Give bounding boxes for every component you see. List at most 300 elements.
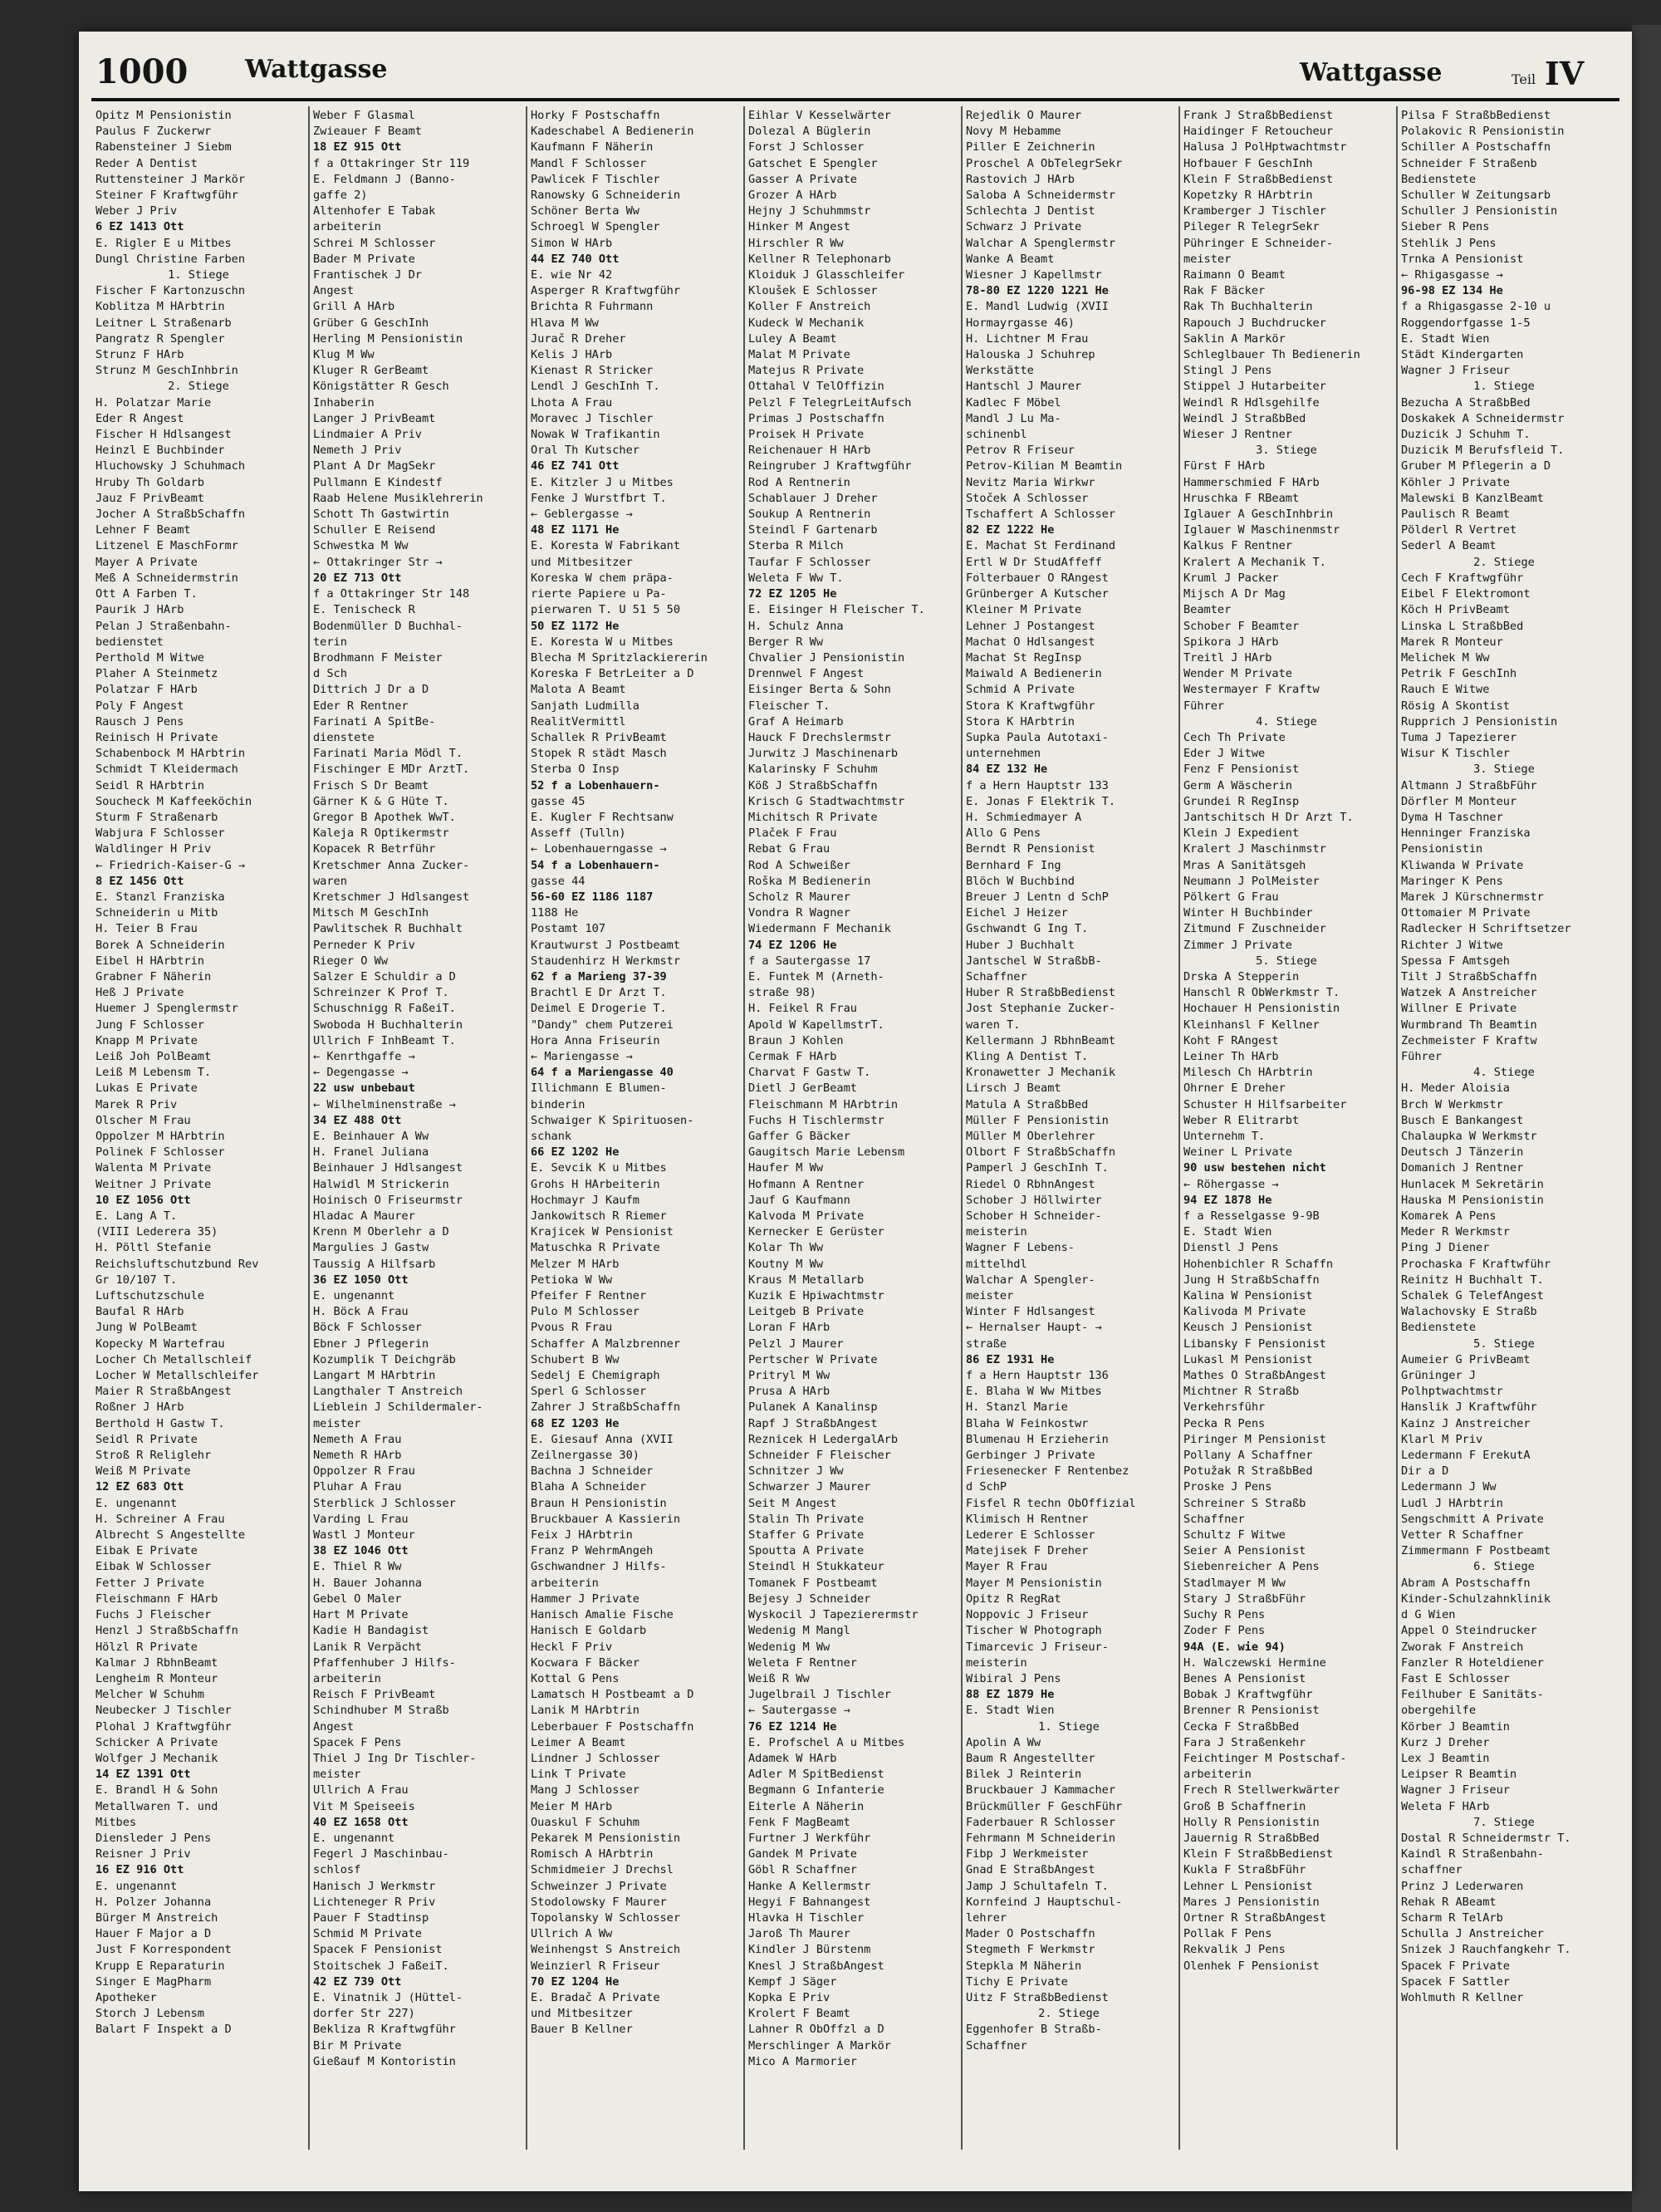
directory-entry: Schwaiger K Spirituosen- [531,1113,694,1127]
directory-entry: Kretschmer Anna Zucker- [313,858,470,872]
directory-entry: Dolezal A Büglerin [748,125,871,139]
directory-entry: Bedienstete [1401,1321,1477,1335]
directory-entry: Sterblick J Schlosser [313,1496,456,1510]
directory-entry: H. Böck A Frau [313,1305,409,1319]
directory-entry: Rejedlik O Maurer [966,109,1082,122]
directory-entry: Stippel J Hutarbeiter [1183,380,1326,394]
directory-entry: Ullrich F InhBeamt T. [313,1033,456,1047]
directory-entry: Reznicek H LedergalArb [748,1432,899,1446]
directory-entry: Halusa J PolHptwachtmstr [1183,140,1347,154]
directory-entry: Swoboda H Buchhalterin [313,1018,463,1032]
directory-entry: Schweinzer J Private [531,1879,667,1893]
directory-entry: Nemeth R HArb [313,1449,402,1463]
directory-entry: Berthold H Gastw T. [96,1416,225,1430]
directory-entry: Weber J Priv [96,204,178,218]
directory-entry: Hammerschmied F HArb [1183,475,1320,489]
directory-entry: rierte Papiere u Pa- [531,587,667,601]
directory-entry: Dienstl J Pens [1183,1241,1279,1255]
directory-entry: Wurmbrand Th Beamtin [1401,1018,1537,1032]
directory-entry: Gießauf M Kontoristin [313,2054,456,2068]
directory-entry: Gnad E StraßbAngest [966,1863,1095,1877]
directory-entry: Tuma J Tapezierer [1401,730,1517,744]
directory-entry: Rausch J Pens [96,714,184,728]
directory-entry: Grünberger A Kutscher [966,587,1109,601]
directory-entry: Kronawetter J Mechanik [966,1066,1116,1080]
directory-entry: H. Teier B Frau [96,922,198,936]
directory-entry: Fleischmann F HArb [96,1592,218,1606]
directory-entry: E. Vinatnik J (Hüttel- [313,1990,463,2004]
directory-entry: Balart F Inspekt a D [96,2023,232,2037]
directory-entry: Zworak F Anstreich [1401,1640,1524,1654]
directory-entry: Ottomaier M Private [1401,906,1531,920]
directory-entry: Klein J Expedient [1183,826,1300,841]
directory-entry: schinenbl [966,428,1027,442]
directory-entry: Tischer W Photograph [966,1624,1102,1638]
directory-entry: Mras A Sanitätsgeh [1183,858,1306,872]
directory-entry: Weitner J Private [96,1177,212,1191]
directory-entry: H. Walczewski Hermine [1183,1655,1326,1670]
directory-entry: Pilsa F StraßbBedienst [1401,109,1551,122]
directory-entry: Kalarinsky F Schuhm [748,763,878,777]
directory-entry: Bir M Private [313,2038,402,2053]
directory-entry: Bürger M Anstreich [96,1910,218,1925]
directory-entry: Grohs H HArbeiterin [531,1177,660,1191]
directory-entry: Bejesy J Schneider [748,1592,871,1606]
directory-entry: Dungl Christine Farben [96,252,246,266]
directory-entry: schlosf [313,1863,361,1877]
header-rule [91,98,1619,101]
directory-entry: Link T Private [531,1768,626,1782]
directory-entry: Treitl J HArb [1183,650,1272,665]
directory-entry: H. Feikel R Frau [748,1002,857,1016]
directory-entry: E. Stadt Wien [1401,331,1490,346]
directory-entry: Fuchs J Fleischer [96,1608,212,1622]
directory-entry: 94A (E. wie 94) [1183,1640,1286,1654]
directory-entry: Hunlacek M Sekretärin [1401,1177,1544,1191]
directory-entry: Duzicik J Schuhm T. [1401,428,1531,442]
directory-entry: E. Feldmann J (Banno- [313,172,456,186]
directory-entry: 44 EZ 740 Ott [531,252,620,266]
directory-entry: Haufer M Ww [748,1161,824,1175]
directory-entry: meister [313,1768,361,1782]
directory-entry: Sterba R Milch [748,539,844,553]
directory-entry: Beamter [1183,603,1232,617]
directory-entry: 40 EZ 1658 Ott [313,1815,409,1829]
directory-entry: 2. Stiege [168,380,229,394]
directory-entry: Weber R Elitrarbt [1183,1113,1300,1127]
directory-entry: Pfeifer F Rentner [531,1289,647,1303]
directory-entry: E. Beinhauer A Ww [313,1130,429,1143]
directory-entry: Proske J Pens [1183,1480,1272,1494]
directory-entry: 66 EZ 1202 He [531,1145,620,1160]
directory-entry: 88 EZ 1879 He [966,1688,1055,1702]
directory-entry: lehrer [966,1910,1007,1925]
directory-entry: Malat M Private [748,348,850,362]
directory-entry: Benes A Pensionist [1183,1671,1306,1685]
directory-entry: meister [966,1289,1014,1303]
directory-entry: Luftschutzschule [96,1289,204,1303]
directory-entry: Fuchs H Tischlermstr [748,1113,884,1127]
directory-entry: Ott A Farben T. [96,587,198,601]
directory-entry: Busch E Bankangest [1401,1113,1524,1127]
directory-entry: (VIII Lederera 35) [96,1225,218,1239]
directory-entry: Gregor B Apothek WwT. [313,810,456,824]
directory-entry: Kaleja R Optikermstr [313,826,449,841]
directory-entry: Just F Korrespondent [96,1943,232,1957]
directory-entry: Plohal J Kraftwgführ [96,1719,232,1734]
directory-entry: f a Ottakringer Str 148 [313,587,470,601]
directory-entry: Kaindl R Straßenbahn- [1401,1847,1544,1861]
directory-entry: Grabner F Näherin [96,969,212,983]
directory-entry: Tschaffert A Schlosser [966,508,1116,522]
directory-entry: Schwarzer J Maurer [748,1480,871,1494]
directory-entry: Weiß M Private [96,1464,191,1479]
directory-entry: Pauer F Stadtinsp [313,1910,429,1925]
directory-entry: Fischinger E MDr ArztT. [313,763,470,777]
running-head-right: Wattgasse [1300,58,1443,87]
directory-entry: Lengheim R Monteur [96,1671,218,1685]
directory-entry: Strunz M GeschInhbrin [96,364,238,378]
directory-entry: E. Rigler E u Mitbes [96,236,232,250]
directory-entry: Malewski B KanzlBeamt [1401,491,1544,505]
directory-entry: Hauck F Drechslermstr [748,730,891,744]
directory-entry: Braun J Kohlen [748,1033,844,1047]
directory-entry: Fenz F Pensionist [1183,763,1300,777]
directory-entry: Fetter J Private [96,1576,204,1590]
directory-entry: Pritryl M Ww [748,1369,830,1383]
directory-entry: Kloiduk J Glasschleifer [748,268,905,282]
directory-entry: 14 EZ 1391 Ott [96,1768,191,1782]
directory-entry: Hinker M Angest [748,220,850,234]
directory-entry: Saloba A Schneidermstr [966,189,1116,203]
directory-entry: Doskakek A Schneidermstr [1401,411,1565,425]
directory-entry: H. Schulz Anna [748,619,844,633]
directory-entry: obergehilfe [1401,1704,1477,1718]
directory-entry: Stegmeth F Werkmstr [966,1943,1095,1957]
directory-entry: Pölderl R Vertret [1401,523,1517,537]
directory-entry: Holly R Pensionistin [1183,1815,1320,1829]
directory-entry: Bekliza R Kraftwgführ [313,2023,456,2037]
directory-entry: Reinitz H Buchhalt T. [1401,1273,1544,1287]
directory-entry: Angest [313,1719,355,1734]
directory-entry: Kleiner M Private [966,603,1082,617]
directory-entry: Tomanek F Postbeamt [748,1576,878,1590]
directory-entry: Kernecker E Gerüster [748,1225,884,1239]
directory-entry: Spacek F Sattler [1401,1974,1510,1989]
directory-entry: 68 EZ 1203 He [531,1416,620,1430]
directory-entry: Polinek F Schlosser [96,1145,225,1160]
directory-entry: Kellner R Telephonarb [748,252,891,266]
directory-entry: Jugelbrail J Tischler [748,1688,891,1702]
directory-entry: Wabjura F Schlosser [96,826,225,841]
directory-entry: Weindl R Hdlsgehilfe [1183,395,1320,410]
directory-entry: Soucheck M Kaffeeköchin [96,794,252,808]
directory-entry: Apolin A Ww [966,1735,1041,1749]
directory-entry: H. Lichtner M Frau [966,331,1089,346]
directory-entry: E. Funtek M (Arneth- [748,969,884,983]
directory-entry: Mayer A Private [96,555,198,569]
directory-entry: E. Profschel A u Mitbes [748,1735,905,1749]
directory-entry: Lieblein J Schildermaler- [313,1400,483,1415]
directory-entry: Schnitzer J Ww [748,1464,844,1479]
directory-entry: Schallek R PrivBeamt [531,730,667,744]
directory-entry: Wiesner J Kapellmstr [966,268,1102,282]
directory-entry: Staudenhirz H Werkmstr [531,954,681,968]
directory-entry: Pelan J Straßenbahn- [96,619,232,633]
directory-entry: E. Koresta W u Mitbes [531,635,674,649]
directory-entry: 2. Stiege [1473,555,1535,569]
directory-entry: Schneider F Fleischer [748,1449,891,1463]
directory-entry: Jankowitsch R Riemer [531,1209,667,1224]
directory-entry: Hegyi F Bahnangest [748,1895,871,1909]
directory-entry: Walchar A Spengler- [966,1273,1095,1287]
directory-entry: Pensionistin [1401,842,1483,856]
directory-entry: Piller E Zeichnerin [966,140,1095,154]
directory-entry: Jung H StraßbSchaffn [1183,1273,1320,1287]
directory-entry: ← Mariengasse → [531,1049,633,1063]
directory-entry: Frank J StraßbBedienst [1183,109,1334,122]
directory-entry: Langer J PrivBeamt [313,411,436,425]
directory-entry: Blaha W Feinkostwr [966,1416,1089,1430]
directory-entry: Frech R Stellwerkwärter [1183,1783,1340,1798]
directory-entry: Knapp M Private [96,1033,198,1047]
directory-entry: E. Kitzler J u Mitbes [531,475,674,489]
directory-entry: Winter H Buchbinder [1183,906,1313,920]
directory-entry: Proschel A ObTelegrSekr [966,156,1123,170]
directory-entry: Lirsch J Beamt [966,1081,1061,1096]
directory-entry: E. Eisinger H Fleischer T. [748,603,925,617]
directory-entry: waren [313,874,347,888]
directory-entry: Hluchowsky J Schuhmach [96,459,246,473]
directory-entry: Eder R Rentner [313,699,409,713]
directory-entry: Schober H Schneider- [966,1209,1102,1224]
directory-entry: Pelzl F TelegrLeitAufsch [748,395,912,410]
directory-entry: arbeiterin [313,1671,381,1685]
directory-entry: Schmid M Private [313,1927,422,1941]
directory-entry: Sederl A Beamt [1401,539,1497,553]
directory-entry: Folterbauer O RAngest [966,571,1109,585]
directory-entry: Willner E Private [1401,1002,1517,1016]
directory-entry: Reingruber J Kraftwgführ [748,459,912,473]
directory-entry: Gruber M Pflegerin a D [1401,459,1551,473]
directory-entry: Mayer R Frau [966,1560,1048,1574]
directory-entry: Eggenhofer B Straßb- [966,2023,1102,2037]
directory-entry: Maier R StraßbAngest [96,1385,232,1399]
directory-entry: ← Geblergasse → [531,508,633,522]
directory-entry: E. Giesauf Anna (XVII [531,1432,674,1446]
directory-entry: Wagner J Friseur [1401,1783,1510,1798]
directory-entry: Weleta F Rentner [748,1655,857,1670]
directory-entry: Krajicek W Pensionist [531,1225,674,1239]
directory-entry: H. Pöltl Stefanie [96,1241,212,1255]
directory-entry: 70 EZ 1204 He [531,1974,620,1989]
directory-entry: 86 EZ 1931 He [966,1352,1055,1366]
directory-entry: Riedel O RbhnAngest [966,1177,1095,1191]
directory-entry: Reinisch H Private [96,730,218,744]
directory-entry: Fast E Schlosser [1401,1671,1510,1685]
directory-entry: Weleta F Ww T. [748,571,844,585]
directory-entry: straße [966,1337,1007,1351]
directory-entry: Rastovich J HArb [966,172,1075,186]
directory-entry: Gasser A Private [748,172,857,186]
column-divider [1396,106,1398,2150]
directory-entry: Lamatsch H Postbeamt a D [531,1688,694,1702]
directory-entry: Kopka E Priv [748,1990,830,2004]
directory-entry: E. Machat St Ferdinand [966,539,1116,553]
directory-entry: Thiel J Ing Dr Tischler- [313,1751,477,1765]
directory-entry: Stary J StraßbFühr [1183,1592,1306,1606]
directory-entry: bedienstet [96,635,164,649]
directory-entry: Bernhard F Ing [966,858,1061,872]
directory-entry: Westermayer F Kraftw [1183,683,1320,697]
directory-entry: Pangratz R Spengler [96,331,225,346]
directory-entry: Ledermann F ErekutA [1401,1449,1531,1463]
directory-entry: Wolfger J Mechanik [96,1751,218,1765]
directory-entry: Matuschka R Private [531,1241,660,1255]
directory-entry: Roška M Bedienerin [748,874,871,888]
directory-entry: Kramberger J Tischler [1183,204,1326,218]
directory-entry: H. Schreiner A Frau [96,1512,225,1526]
directory-entry: Weleta F HArb [1401,1799,1490,1813]
directory-entry: Schneider F Straßenb [1401,156,1537,170]
directory-entry: Kozumplik T Deichgräb [313,1352,456,1366]
directory-entry: Seier A Pensionist [1183,1544,1306,1558]
directory-entry: Fibp J Werkmeister [966,1847,1089,1861]
directory-entry: Lanik M HArbtrin [531,1704,639,1718]
directory-entry: Hanisch J Werkmstr [313,1879,436,1893]
directory-entry: Richter J Witwe [1401,938,1503,952]
directory-entry: 50 EZ 1172 He [531,619,620,633]
directory-entry: Schuschnigg R FaßeiT. [313,1002,456,1016]
directory-entry: Städt Kindergarten [1401,348,1524,362]
directory-entry: Adamek W HArb [748,1751,837,1765]
directory-entry: Blumenau H Erzieherin [966,1432,1109,1446]
directory-entry: E. Koresta W Fabrikant [531,539,681,553]
directory-entry: Petrov R Friseur [966,444,1075,458]
directory-entry: Jamp J Schultafeln T. [966,1879,1109,1893]
directory-entry: Schabenbock M HArbtrin [96,747,246,761]
directory-entry: Klug M Ww [313,348,375,362]
directory-entry: Stalin Th Private [748,1512,865,1526]
directory-entry: Vetter R Schaffner [1401,1528,1524,1543]
directory-entry: Kopacek R Betrführ [313,842,436,856]
directory-entry: Opitz M Pensionistin [96,109,232,122]
directory-entry: Brodhmann F Meister [313,650,443,665]
directory-entry: Sturm F Straßenarb [96,810,218,824]
directory-entry: Huber R StraßbBedienst [966,986,1116,1000]
directory-entry: Schiller A Postschaffn [1401,140,1551,154]
directory-entry: Hohenbichler R Schaffn [1183,1257,1334,1271]
directory-entry: Heinzl E Buchbinder [96,444,225,458]
directory-entry: Frantischek J Dr [313,268,422,282]
directory-entry: Linska L StraßbBed [1401,619,1524,633]
directory-entry: Ortner R StraßbAngest [1183,1910,1326,1925]
directory-entry: Plant A Dr MagSekr [313,459,436,473]
directory-entry: Jung F Schlosser [96,1018,204,1032]
directory-entry: Lendl J GeschInh T. [531,380,660,394]
column-divider [961,106,963,2150]
directory-entry: Olbort F StraßbSchaffn [966,1145,1116,1160]
directory-entry: dienstete [313,730,375,744]
directory-entry: gasse 45 [531,794,586,808]
directory-entry: ← Wilhelminenstraße → [313,1097,456,1111]
directory-entry: E. Brandl H & Sohn [96,1783,218,1798]
directory-entry: Haidinger F Retoucheur [1183,125,1334,139]
directory-entry: Stora K Kraftwgführ [966,699,1095,713]
directory-entry: Kudeck W Mechanik [748,316,865,330]
directory-entry: Farinati A SpitBe- [313,714,436,728]
directory-entry: Oppolzer M HArbtrin [96,1130,225,1143]
directory-entry: Rod A Rentnerin [748,475,850,489]
directory-entry: Jung W PolBeamt [96,1321,198,1335]
directory-entry: 2. Stiege [1038,2007,1100,2021]
directory-entry: Fürst F HArb [1183,459,1266,473]
directory-entry: ← Lobenhauerngasse → [531,842,667,856]
directory-entry: Proisek H Private [748,428,865,442]
directory-entry: dorfer Str 227) [313,2007,415,2021]
directory-entry: Seidl R Private [96,1432,198,1446]
directory-entry: Perthold M Witwe [96,650,204,665]
directory-entry: Stingl J Pens [1183,364,1272,378]
directory-entry: Bachna J Schneider [531,1464,654,1479]
directory-entry: Radlecker H Schriftsetzer [1401,922,1571,936]
directory-entry: H. Meder Aloisia [1401,1081,1510,1096]
directory-entry: Paulus F Zuckerwr [96,125,212,139]
directory-entry: Kienast R Stricker [531,364,654,378]
directory-entry: Allo G Pens [966,826,1041,841]
directory-entry: Hanisch Amalie Fische [531,1608,674,1622]
directory-entry: Prinz J Lederwaren [1401,1879,1524,1893]
directory-entry: Jaroß Th Maurer [748,1927,850,1941]
directory-entry: Schleglbauer Th Bedienerin [1183,348,1360,362]
directory-entry: Roggendorfgasse 1-5 [1401,316,1531,330]
directory-entry: H. Bauer Johanna [313,1576,422,1590]
directory-entry: Gaugitsch Marie Lebensm [748,1145,905,1160]
directory-entry: Krupp E Reparaturin [96,1959,225,1973]
directory-entry: Koblitza M HArbtrin [96,300,225,314]
directory-entry: Mitsch M GeschInh [313,906,429,920]
directory-entry: Bobak J Kraftwgführ [1183,1688,1313,1702]
directory-entry: Eibak W Schlosser [96,1560,212,1574]
directory-entry: Melzer M HArb [531,1257,620,1271]
directory-entry: RealitVermittl [531,714,626,728]
directory-entry: Reder A Dentist [96,156,198,170]
directory-entry: Lukas E Private [96,1081,198,1096]
directory-entry: 54 f a Lobenhauern- [531,858,660,872]
directory-entry: Koutny M Ww [748,1257,824,1271]
directory-entry: Böck F Schlosser [313,1321,422,1335]
directory-entry: und Mitbesitzer [531,555,633,569]
directory-entry: E. wie Nr 42 [531,268,613,282]
directory-entry: Kopecky M Wartefrau [96,1337,225,1351]
directory-entry: 1. Stiege [1038,1719,1100,1734]
directory-entry: Noppovic J Friseur [966,1608,1089,1622]
directory-entry: 74 EZ 1206 He [748,938,837,952]
directory-entry: Schuster H Hilfsarbeiter [1183,1097,1347,1111]
directory-entry: Baufal R HArb [96,1305,184,1319]
directory-entry: Steiner F Kraftwgführ [96,189,238,203]
directory-entry: Stoitschek J FaßeiT. [313,1959,449,1973]
directory-entry: Leipser R Beamtin [1401,1768,1517,1782]
directory-entry: Mandl J Lu Ma- [966,411,1061,425]
directory-entry: Jauf G Kaufmann [748,1193,850,1207]
directory-entry: Kalina W Pensionist [1183,1289,1313,1303]
directory-entry: Henzl J StraßbSchaffn [96,1624,238,1638]
directory-entry: Walchar A Spenglermstr [966,236,1116,250]
directory-entry: Graf A Heimarb [748,714,844,728]
directory-entry: Hochmayr J Kaufm [531,1193,639,1207]
directory-entry: Nevitz Maria Wirkwr [966,475,1095,489]
